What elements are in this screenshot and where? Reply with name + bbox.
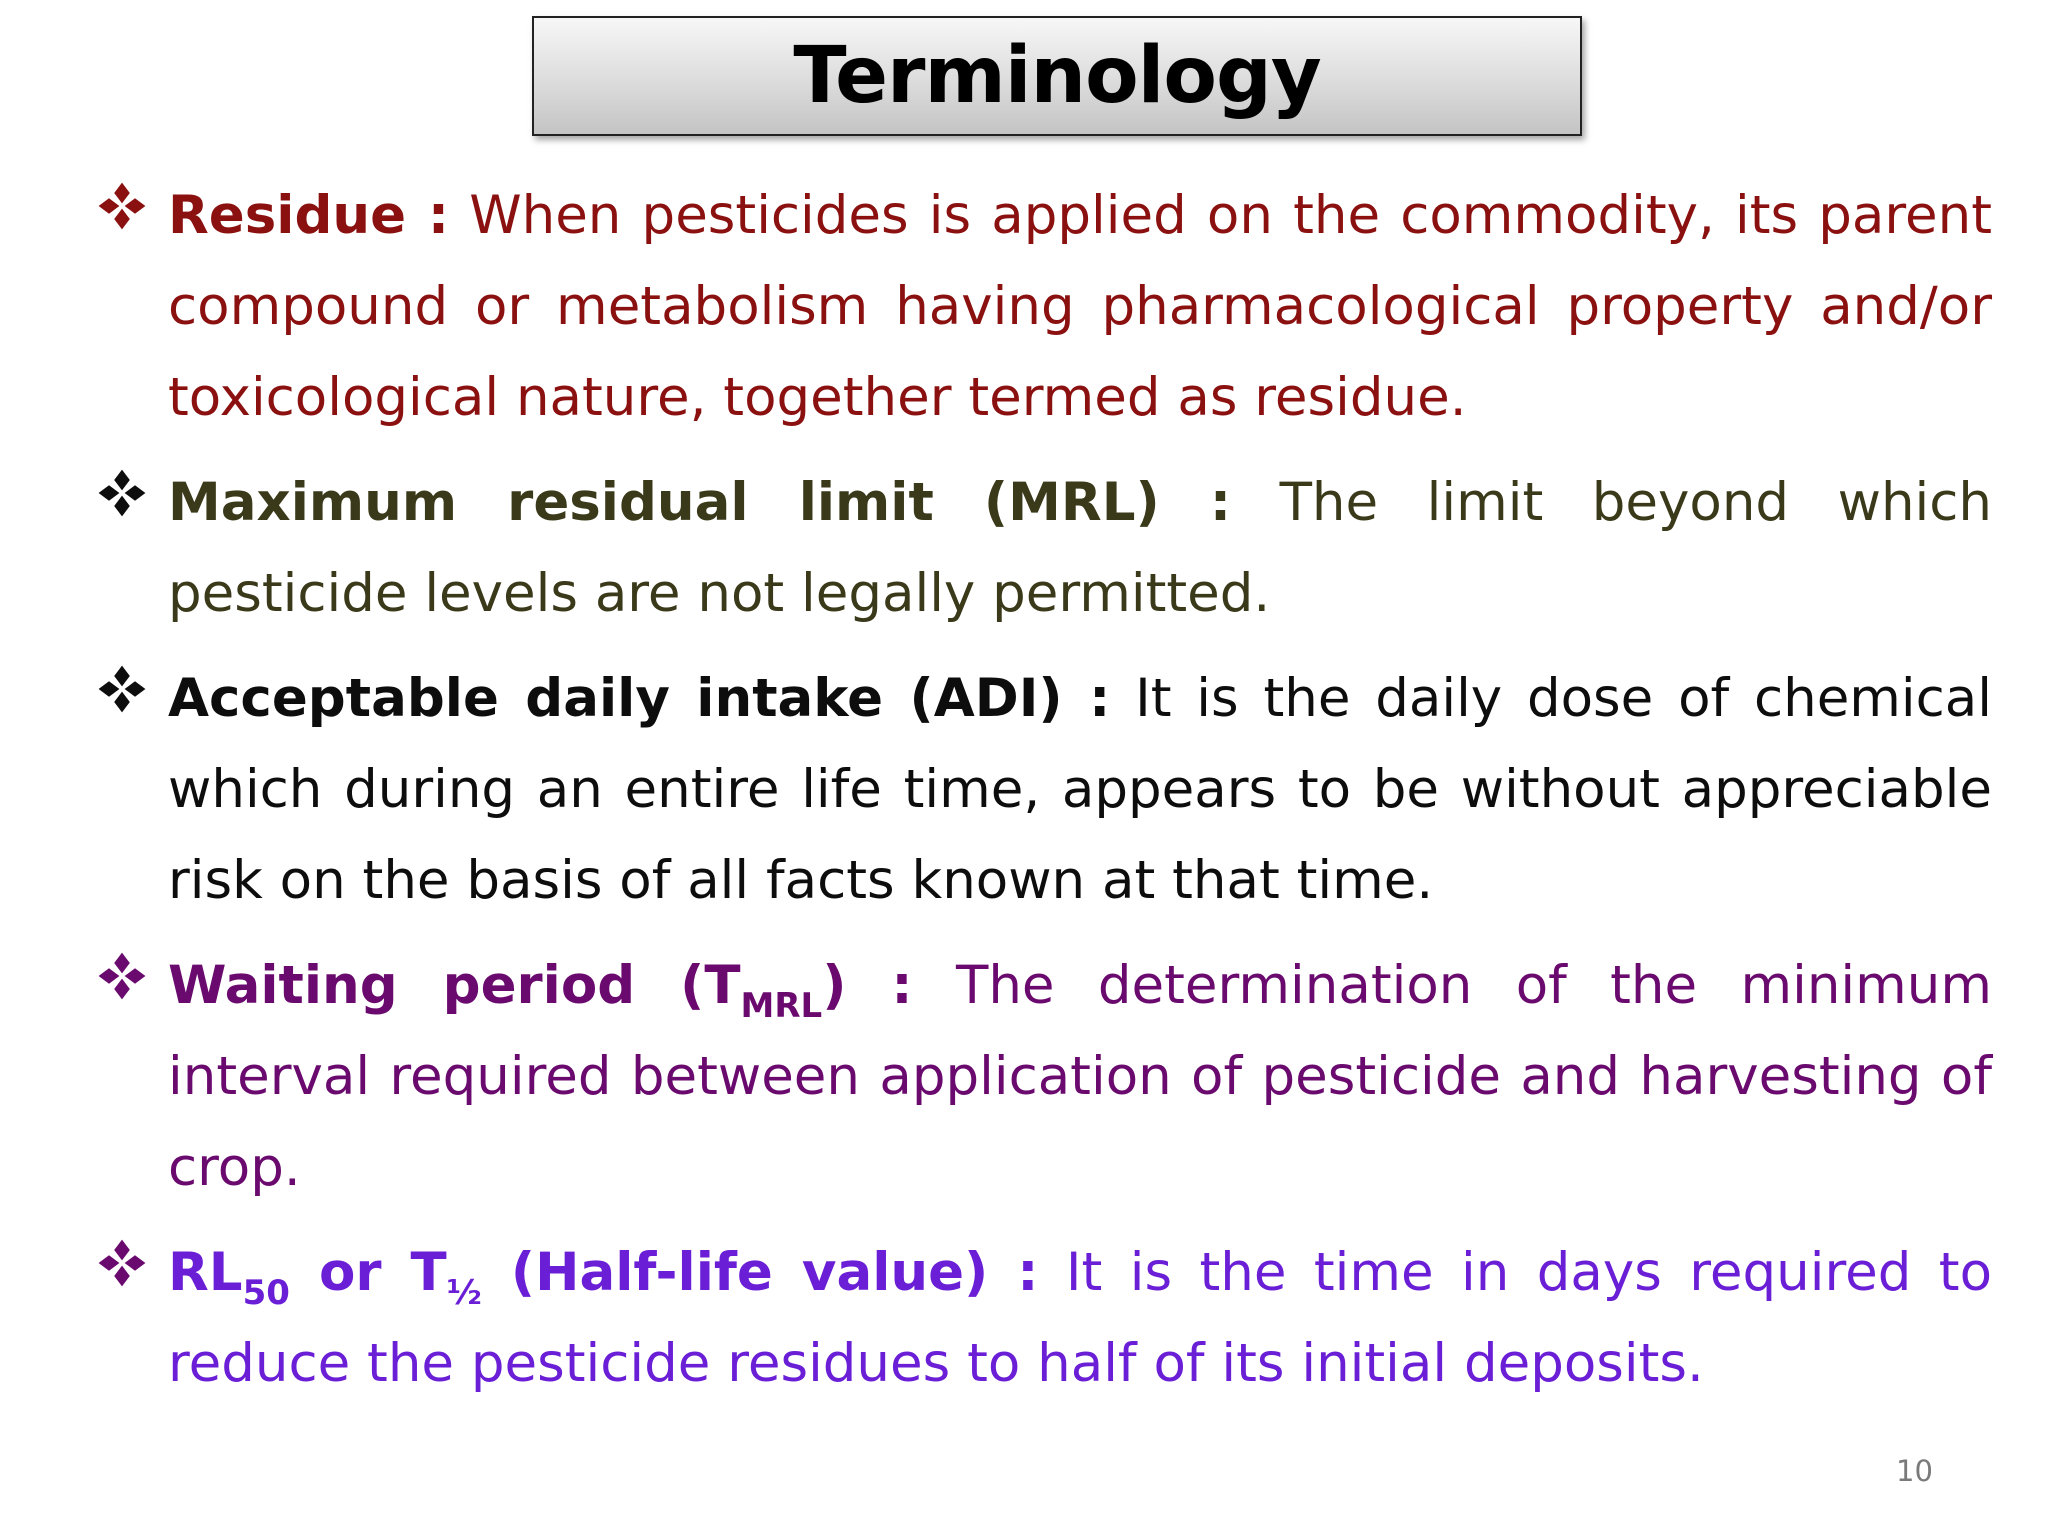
halflife-definition: It is the time in days required to reduce the pesticide residues to half of its initial deposits. bbox=[168, 1242, 1992, 1394]
residue-definition: When pesticides is applied on the commodity, its parent compound or metabolism having pharmacological property and/or toxicological nature, together termed as residue. bbox=[168, 185, 1992, 428]
halflife-term bbox=[168, 1242, 1039, 1313]
list-item-residue bbox=[92, 170, 1992, 443]
halflife-term-b: or T bbox=[289, 1242, 447, 1303]
waiting-definition: The determination of the minimum interval required between application of pesticide and harvesting of crop. bbox=[168, 955, 1992, 1198]
halflife-term-b-subscript: ½ bbox=[446, 1273, 482, 1313]
mrl-definition: The limit beyond which pesticide levels are not legally permitted. bbox=[168, 472, 1992, 624]
page-title: Terminology bbox=[793, 31, 1321, 121]
diamond-four-icon bbox=[96, 663, 148, 715]
title-box bbox=[532, 16, 1582, 136]
halflife-term-a-subscript: 50 bbox=[242, 1273, 290, 1313]
diamond-four-icon bbox=[96, 180, 148, 232]
mrl-text bbox=[168, 457, 1992, 639]
waiting-text bbox=[168, 940, 1992, 1213]
list-item-half-life bbox=[92, 1227, 1992, 1409]
halflife-text bbox=[168, 1227, 1992, 1409]
halflife-term-c: (Half-life value) : bbox=[481, 1242, 1039, 1303]
diamond-four-icon bbox=[96, 467, 148, 519]
terminology-list bbox=[92, 170, 1992, 1423]
adi-text bbox=[168, 653, 1992, 926]
adi-term: Acceptable daily intake (ADI) : bbox=[168, 668, 1111, 729]
adi-definition: It is the daily dose of chemical which during an entire life time, appears to be without appreciable risk on the basis of all facts known at that time. bbox=[168, 668, 1992, 911]
diamond-four-icon bbox=[96, 950, 148, 1002]
residue-text bbox=[168, 170, 1992, 443]
waiting-term-post: ) : bbox=[822, 955, 913, 1016]
waiting-term bbox=[168, 955, 913, 1026]
diamond-four-icon bbox=[96, 1237, 148, 1289]
page-number: 10 bbox=[1896, 1454, 1933, 1488]
halflife-term-a: RL bbox=[168, 1242, 243, 1303]
mrl-term: Maximum residual limit (MRL) : bbox=[168, 472, 1232, 533]
list-item-waiting-period bbox=[92, 940, 1992, 1213]
residue-term: Residue : bbox=[168, 185, 450, 246]
list-item-mrl bbox=[92, 457, 1992, 639]
waiting-term-pre: Waiting period (T bbox=[168, 955, 741, 1016]
list-item-adi bbox=[92, 653, 1992, 926]
waiting-term-subscript: MRL bbox=[740, 986, 823, 1026]
